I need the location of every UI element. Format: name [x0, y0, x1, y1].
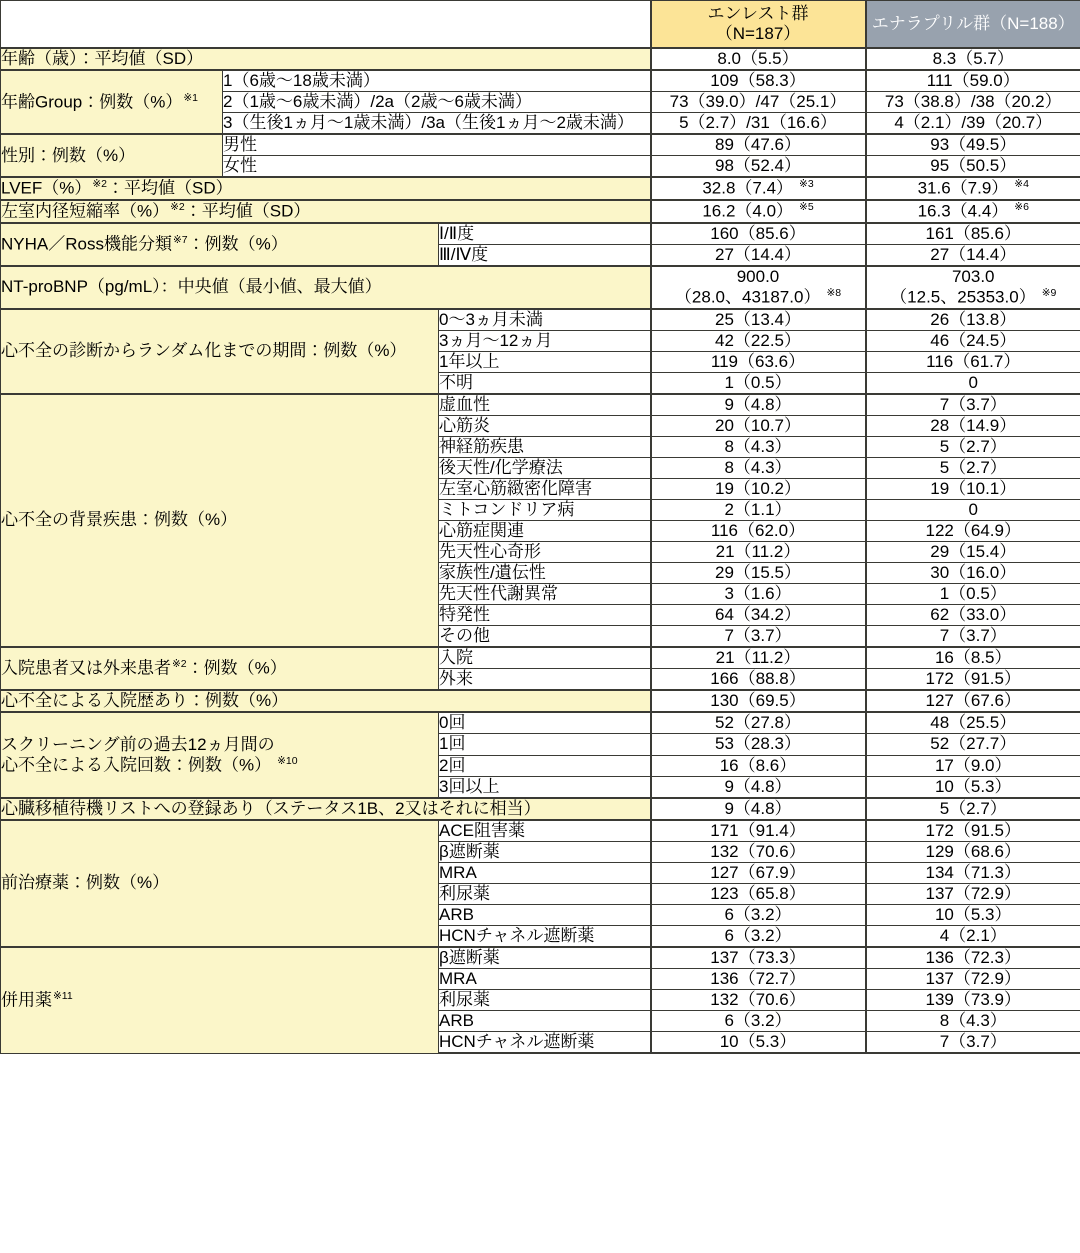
value-enresto — [651, 156, 866, 178]
value-text: 17（9.0） — [934, 755, 1012, 775]
row-label — [1, 820, 439, 947]
value-enalapril — [866, 351, 1080, 372]
row-label-tail: ：平均値（SD） — [184, 201, 311, 221]
value-text: 46（24.5） — [930, 330, 1017, 350]
value-text: 89（47.6） — [715, 135, 801, 155]
value-enalapril — [866, 647, 1080, 669]
value-enalapril — [866, 92, 1080, 113]
value-text: 116（61.7） — [926, 351, 1021, 371]
value-enresto — [651, 542, 866, 563]
value-enalapril — [866, 478, 1080, 499]
value-text: 7（3.7） — [939, 626, 1007, 646]
row-sublabel: ミトコンドリア病 — [439, 499, 651, 520]
value-enresto — [651, 798, 866, 820]
table-row — [1, 712, 1080, 734]
row-sublabel: 入院 — [439, 647, 651, 669]
table-row — [1, 798, 1080, 820]
value-enalapril — [866, 521, 1080, 542]
table-row — [1, 177, 1080, 200]
value-enalapril — [866, 436, 1080, 457]
value-enresto — [651, 372, 866, 394]
row-label — [1, 223, 439, 266]
value-enresto — [651, 499, 866, 520]
row-sublabel: 0回 — [439, 712, 651, 734]
value-enalapril — [866, 584, 1080, 605]
value-text: 5（2.7） — [939, 436, 1007, 456]
row-label — [1, 177, 651, 200]
footnote-marker: ※2 — [170, 200, 185, 213]
value-text: 42（22.5） — [715, 330, 801, 350]
row-label — [1, 48, 651, 70]
value-enalapril — [866, 223, 1080, 245]
value-text: 129（68.6） — [925, 841, 1021, 861]
value-text: 16（8.6） — [719, 755, 797, 775]
value-text: 137（73.3） — [710, 947, 806, 967]
value-enalapril — [866, 883, 1080, 904]
row-sublabel: 3回以上 — [439, 776, 651, 798]
row-sublabel: 2回 — [439, 755, 651, 776]
row-sublabel: 利尿薬 — [439, 883, 651, 904]
row-label-tail: ：平均値（SD） — [107, 178, 233, 198]
value-text: 9（4.8） — [724, 798, 792, 818]
value-enresto — [651, 1032, 866, 1054]
value-enalapril — [866, 776, 1080, 798]
value-enresto — [651, 820, 866, 842]
value-text: 4（2.1） — [939, 925, 1007, 945]
value-text: 29（15.5） — [715, 563, 801, 583]
row-sublabel: ARB — [439, 1011, 651, 1032]
footnote-marker: ※8 — [826, 286, 842, 299]
value-enresto — [651, 244, 866, 266]
value-text: 48（25.5） — [930, 713, 1017, 733]
value-text: 53（28.3） — [715, 734, 801, 754]
value-text: 21（11.2） — [715, 648, 801, 668]
value-enresto — [651, 436, 866, 457]
value-enresto — [651, 968, 866, 989]
value-enresto — [651, 330, 866, 351]
value-text: 111（59.0） — [926, 71, 1020, 91]
value-enalapril — [866, 798, 1080, 820]
value-enalapril — [866, 394, 1080, 416]
value-enalapril — [866, 266, 1080, 309]
value-text: 8.0（5.5） — [717, 49, 799, 68]
value-line1: 900.0 — [736, 266, 780, 286]
table-row — [1, 309, 1080, 331]
value-enresto — [651, 92, 866, 113]
value-enalapril — [866, 134, 1080, 156]
row-label-text: 入院患者又は外来患者 — [1, 659, 171, 679]
header-enresto-name: エンレスト群 — [707, 3, 809, 23]
row-sublabel: 不明 — [439, 372, 651, 394]
row-label — [1, 712, 439, 797]
value-text: 161（85.6） — [925, 223, 1021, 243]
value-text: 7（3.7） — [724, 626, 792, 646]
value-text: 172（91.5） — [925, 820, 1021, 840]
value-enresto — [651, 113, 866, 135]
value-text: 137（72.9） — [925, 968, 1021, 988]
value-text: 134（71.3） — [925, 862, 1021, 882]
value-text: 132（70.6） — [710, 990, 806, 1010]
table-row — [1, 200, 1080, 223]
value-text: 2（1.1） — [724, 499, 792, 519]
table-row — [1, 266, 1080, 309]
row-sublabel: Ⅰ/Ⅱ度 — [439, 223, 651, 245]
value-text: 6（3.2） — [724, 925, 792, 945]
value-enalapril — [866, 1011, 1080, 1032]
value-enalapril — [866, 862, 1080, 883]
value-text: 8（4.3） — [724, 436, 792, 456]
value-enresto — [651, 351, 866, 372]
value-enresto — [651, 415, 866, 436]
footnote-marker: ※11 — [53, 989, 73, 1002]
value-enalapril — [866, 605, 1080, 626]
value-text: 136（72.3） — [925, 947, 1021, 967]
value-enresto — [651, 734, 866, 755]
row-label — [1, 266, 651, 309]
value-text: 19（10.1） — [930, 478, 1017, 498]
value-enresto — [651, 584, 866, 605]
value-enalapril — [866, 755, 1080, 776]
row-sublabel: その他 — [439, 626, 651, 648]
footnote-marker: ※2 — [172, 658, 187, 671]
row-label-tail: ：例数（%） — [186, 659, 287, 679]
row-label — [1, 200, 651, 223]
value-text: 122（64.9） — [925, 521, 1021, 540]
value-text: 119（63.6） — [710, 351, 806, 371]
row-sublabel: HCNチャネル遮断薬 — [439, 1032, 651, 1054]
value-multiline — [652, 267, 865, 308]
row-label-text: 年齢（歳）：平均値（SD） — [1, 49, 204, 68]
value-text: 93（49.5） — [930, 135, 1017, 155]
value-text: 98（52.4） — [715, 156, 801, 176]
value-text: 171（91.4） — [710, 820, 806, 840]
value-enalapril — [866, 690, 1080, 712]
value-line1: 703.0 — [951, 266, 995, 286]
value-text: 10（5.3） — [934, 904, 1012, 924]
value-enalapril — [866, 820, 1080, 842]
row-sublabel: 先天性代謝異常 — [439, 584, 651, 605]
value-text: 130（69.5） — [710, 691, 806, 711]
value-enresto — [651, 478, 866, 499]
value-text: 9（4.8） — [724, 394, 792, 414]
row-sublabel: 3（生後1ヵ月～1歳未満）/3a（生後1ヵ月～2歳未満） — [223, 113, 651, 135]
value-enalapril — [866, 990, 1080, 1011]
value-text: 109（58.3） — [710, 71, 806, 91]
value-enalapril — [866, 113, 1080, 135]
row-sublabel: 先天性心奇形 — [439, 542, 651, 563]
row-label — [1, 309, 439, 394]
value-text: 137（72.9） — [925, 883, 1021, 903]
value-enalapril — [866, 712, 1080, 734]
footnote-marker: ※2 — [92, 178, 108, 191]
value-enresto — [651, 177, 866, 200]
value-text: 123（65.8） — [710, 883, 806, 903]
footnote-marker: ※3 — [799, 178, 814, 191]
row-sublabel: 後天性/化学療法 — [439, 457, 651, 478]
value-text: 132（70.6） — [710, 841, 806, 861]
row-label-text: 心不全による入院歴あり：例数（%） — [1, 691, 289, 711]
value-text: 5（2.7）/31（16.6） — [679, 113, 837, 133]
value-text: 26（13.8） — [930, 309, 1017, 329]
value-enresto — [651, 48, 866, 70]
row-label — [1, 134, 223, 177]
table-row — [1, 690, 1080, 712]
value-enalapril — [866, 925, 1080, 947]
value-text: 1（0.5） — [939, 584, 1007, 604]
table-row — [1, 820, 1080, 842]
value-enalapril — [866, 372, 1080, 394]
value-enresto — [651, 70, 866, 92]
value-text: 7（3.7） — [939, 394, 1007, 414]
value-enresto — [651, 904, 866, 925]
footnote-marker: ※7 — [172, 233, 188, 246]
value-text: 127（67.6） — [925, 691, 1021, 711]
value-enresto — [651, 521, 866, 542]
value-enalapril — [866, 156, 1080, 178]
value-enresto — [651, 883, 866, 904]
row-sublabel: 特発性 — [439, 605, 651, 626]
value-enresto — [651, 563, 866, 584]
value-enalapril — [866, 48, 1080, 70]
value-text: 0 — [968, 372, 978, 392]
value-enresto — [651, 394, 866, 416]
value-enalapril — [866, 499, 1080, 520]
value-enresto — [651, 925, 866, 947]
value-enalapril — [866, 669, 1080, 691]
value-text: 16.2（4.0） — [702, 201, 794, 221]
row-sublabel: Ⅲ/Ⅳ度 — [439, 244, 651, 266]
value-text: 116（62.0） — [710, 521, 806, 540]
row-label-text: 心臓移植待機リストへの登録あり（ステータス1B、2又はそれに相当） — [1, 798, 541, 818]
row-sublabel: HCNチャネル遮断薬 — [439, 925, 651, 947]
value-enalapril — [866, 200, 1080, 223]
value-enresto — [651, 862, 866, 883]
value-enresto — [651, 990, 866, 1011]
row-sublabel: 1年以上 — [439, 351, 651, 372]
row-sublabel: 1回 — [439, 734, 651, 755]
value-text: 160（85.6） — [710, 223, 806, 243]
value-text: 8（4.3） — [939, 1011, 1007, 1031]
value-text: 73（38.8）/38（20.2） — [884, 92, 1062, 112]
row-label — [1, 647, 439, 690]
table-row — [1, 70, 1080, 92]
value-text: 52（27.7） — [930, 734, 1017, 754]
value-enalapril — [866, 309, 1080, 331]
value-enalapril — [866, 734, 1080, 755]
value-text: 28（14.9） — [930, 415, 1017, 435]
value-enalapril — [866, 542, 1080, 563]
row-label-text: 併用薬 — [1, 990, 52, 1010]
row-label-text: NYHA／Ross機能分類 — [1, 234, 172, 254]
value-text: 19（10.2） — [715, 478, 801, 498]
value-text: 27（14.4） — [930, 244, 1017, 264]
value-line2: （28.0、43187.0） $^{※8}$ — [674, 286, 842, 307]
row-label — [1, 394, 439, 648]
value-enresto — [651, 223, 866, 245]
value-enalapril — [866, 415, 1080, 436]
table-body — [1, 48, 1080, 1053]
row-sublabel: 左室心筋緻密化障害 — [439, 478, 651, 499]
row-label — [1, 798, 651, 820]
value-text: 64（34.2） — [715, 605, 801, 625]
header-blank-cell — [1, 1, 651, 49]
row-label-tail: ：例数（%） — [187, 234, 288, 254]
value-text: 136（72.7） — [710, 968, 806, 988]
value-text: 172（91.5） — [925, 669, 1021, 689]
value-enalapril — [866, 330, 1080, 351]
value-enresto — [651, 690, 866, 712]
value-enalapril — [866, 841, 1080, 862]
value-enresto — [651, 457, 866, 478]
row-label — [1, 690, 651, 712]
value-enalapril — [866, 1032, 1080, 1054]
row-sublabel: 神経筋疾患 — [439, 436, 651, 457]
row-sublabel: ARB — [439, 904, 651, 925]
value-text: 20（10.7） — [715, 415, 801, 435]
value-text: 30（16.0） — [930, 563, 1017, 583]
value-text: 32.8（7.4） — [702, 178, 794, 198]
value-text: 29（15.4） — [930, 542, 1017, 562]
row-label — [1, 70, 223, 134]
value-enresto — [651, 626, 866, 648]
value-text: 8.3（5.7） — [932, 49, 1014, 68]
table-header-row — [1, 1, 1080, 49]
value-text: 6（3.2） — [724, 904, 792, 924]
table-row — [1, 134, 1080, 156]
value-text: 52（27.8） — [715, 713, 801, 733]
value-text: 5（2.7） — [939, 457, 1007, 477]
value-line2: （12.5、25353.0） $^{※9}$ — [890, 286, 1057, 307]
value-text: 1（0.5） — [724, 372, 792, 392]
row-label-text: 年齢Group：例数（%） — [1, 92, 183, 112]
footnote-marker: ※5 — [799, 200, 814, 213]
row-sublabel: MRA — [439, 968, 651, 989]
value-enresto — [651, 841, 866, 862]
value-text: 5（2.7） — [939, 798, 1007, 818]
row-sublabel: 1（6歳～18歳未満） — [223, 70, 651, 92]
value-enalapril — [866, 626, 1080, 648]
value-enresto — [651, 1011, 866, 1032]
value-text: 73（39.0）/47（25.1） — [669, 92, 847, 112]
row-sublabel: 外来 — [439, 669, 651, 691]
footnote-marker: ※1 — [183, 91, 199, 104]
row-sublabel: 家族性/遺伝性 — [439, 563, 651, 584]
row-sublabel: β遮断薬 — [439, 947, 651, 969]
value-enalapril — [866, 968, 1080, 989]
row-sublabel: 2（1歳～6歳未満）/2a（2歳～6歳未満） — [223, 92, 651, 113]
value-text: 3（1.6） — [724, 584, 792, 604]
row-label-text: LVEF（%） — [1, 178, 92, 198]
value-enresto — [651, 200, 866, 223]
value-text: 9（4.8） — [724, 776, 792, 796]
value-enalapril — [866, 244, 1080, 266]
value-enresto — [651, 712, 866, 734]
value-text: 27（14.4） — [715, 244, 801, 264]
footnote-marker: ※6 — [1014, 200, 1029, 213]
row-label-text: NT-proBNP（pg/mL）：中央値（最小値、最大値） — [1, 277, 382, 297]
value-enresto — [651, 605, 866, 626]
header-enresto-group — [651, 1, 866, 49]
value-enalapril — [866, 177, 1080, 200]
value-text: 95（50.5） — [930, 156, 1017, 176]
row-sublabel: 虚血性 — [439, 394, 651, 416]
row-label-text: 性別：例数（%） — [1, 145, 136, 165]
value-text: 4（2.1）/39（20.7） — [894, 113, 1053, 133]
value-enalapril — [866, 457, 1080, 478]
value-text: 6（3.2） — [724, 1011, 792, 1031]
row-label-text: 心不全の診断からランダム化までの期間：例数（%） — [1, 341, 407, 361]
row-sublabel: ACE阻害薬 — [439, 820, 651, 842]
value-enalapril — [866, 563, 1080, 584]
value-enresto — [651, 947, 866, 969]
row-label-text: 前治療薬：例数（%） — [1, 873, 170, 893]
value-text: 21（11.2） — [715, 542, 801, 562]
header-enalapril-group: エナラプリル群（N=188） — [866, 1, 1080, 49]
row-sublabel: 心筋症関連 — [439, 521, 651, 542]
row-sublabel: 女性 — [223, 156, 651, 178]
value-enresto — [651, 669, 866, 691]
value-multiline — [867, 267, 1080, 308]
value-enalapril — [866, 70, 1080, 92]
table-row — [1, 947, 1080, 969]
row-sublabel: 心筋炎 — [439, 415, 651, 436]
value-enresto — [651, 309, 866, 331]
table-row — [1, 394, 1080, 416]
value-text: 16.3（4.4） — [917, 201, 1009, 221]
value-enresto — [651, 266, 866, 309]
value-enresto — [651, 134, 866, 156]
value-text: 62（33.0） — [930, 605, 1017, 625]
row-sublabel: MRA — [439, 862, 651, 883]
row-sublabel: 0～3ヵ月未満 — [439, 309, 651, 331]
value-text: 8（4.3） — [724, 457, 792, 477]
row-label-line1: スクリーニング前の過去12ヵ月間の — [1, 734, 275, 754]
value-enalapril — [866, 947, 1080, 969]
row-label-line2: 心不全による入院回数：例数（%） $^{※10}$ — [1, 754, 298, 775]
value-text: 166（88.8） — [710, 669, 806, 689]
row-sublabel: 利尿薬 — [439, 990, 651, 1011]
footnote-marker: ※4 — [1014, 178, 1029, 191]
row-label-text: 心不全の背景疾患：例数（%） — [1, 510, 238, 530]
value-text: 25（13.4） — [715, 309, 801, 329]
value-enalapril — [866, 904, 1080, 925]
value-text: 10（5.3） — [719, 1032, 797, 1052]
table-row — [1, 647, 1080, 669]
value-text: 127（67.9） — [710, 862, 806, 882]
table-row — [1, 223, 1080, 245]
row-label — [1, 947, 439, 1053]
header-enresto-n: （N=187） — [715, 24, 801, 43]
value-enresto — [651, 647, 866, 669]
row-sublabel: 男性 — [223, 134, 651, 156]
value-text: 31.6（7.9） — [917, 178, 1009, 198]
value-enresto — [651, 776, 866, 798]
value-text: 0 — [968, 499, 978, 519]
value-text: 139（73.9） — [925, 990, 1021, 1010]
row-label-text: 左室内径短縮率（%） — [1, 201, 170, 221]
footnote-marker: ※9 — [1041, 286, 1057, 299]
row-sublabel: 3ヵ月～12ヵ月 — [439, 330, 651, 351]
table-row — [1, 48, 1080, 70]
value-text: 16（8.5） — [934, 648, 1012, 668]
row-sublabel: β遮断薬 — [439, 841, 651, 862]
value-text: 7（3.7） — [939, 1032, 1007, 1052]
value-text: 10（5.3） — [934, 776, 1012, 796]
footnote-marker: ※10 — [277, 754, 298, 767]
value-enresto — [651, 755, 866, 776]
